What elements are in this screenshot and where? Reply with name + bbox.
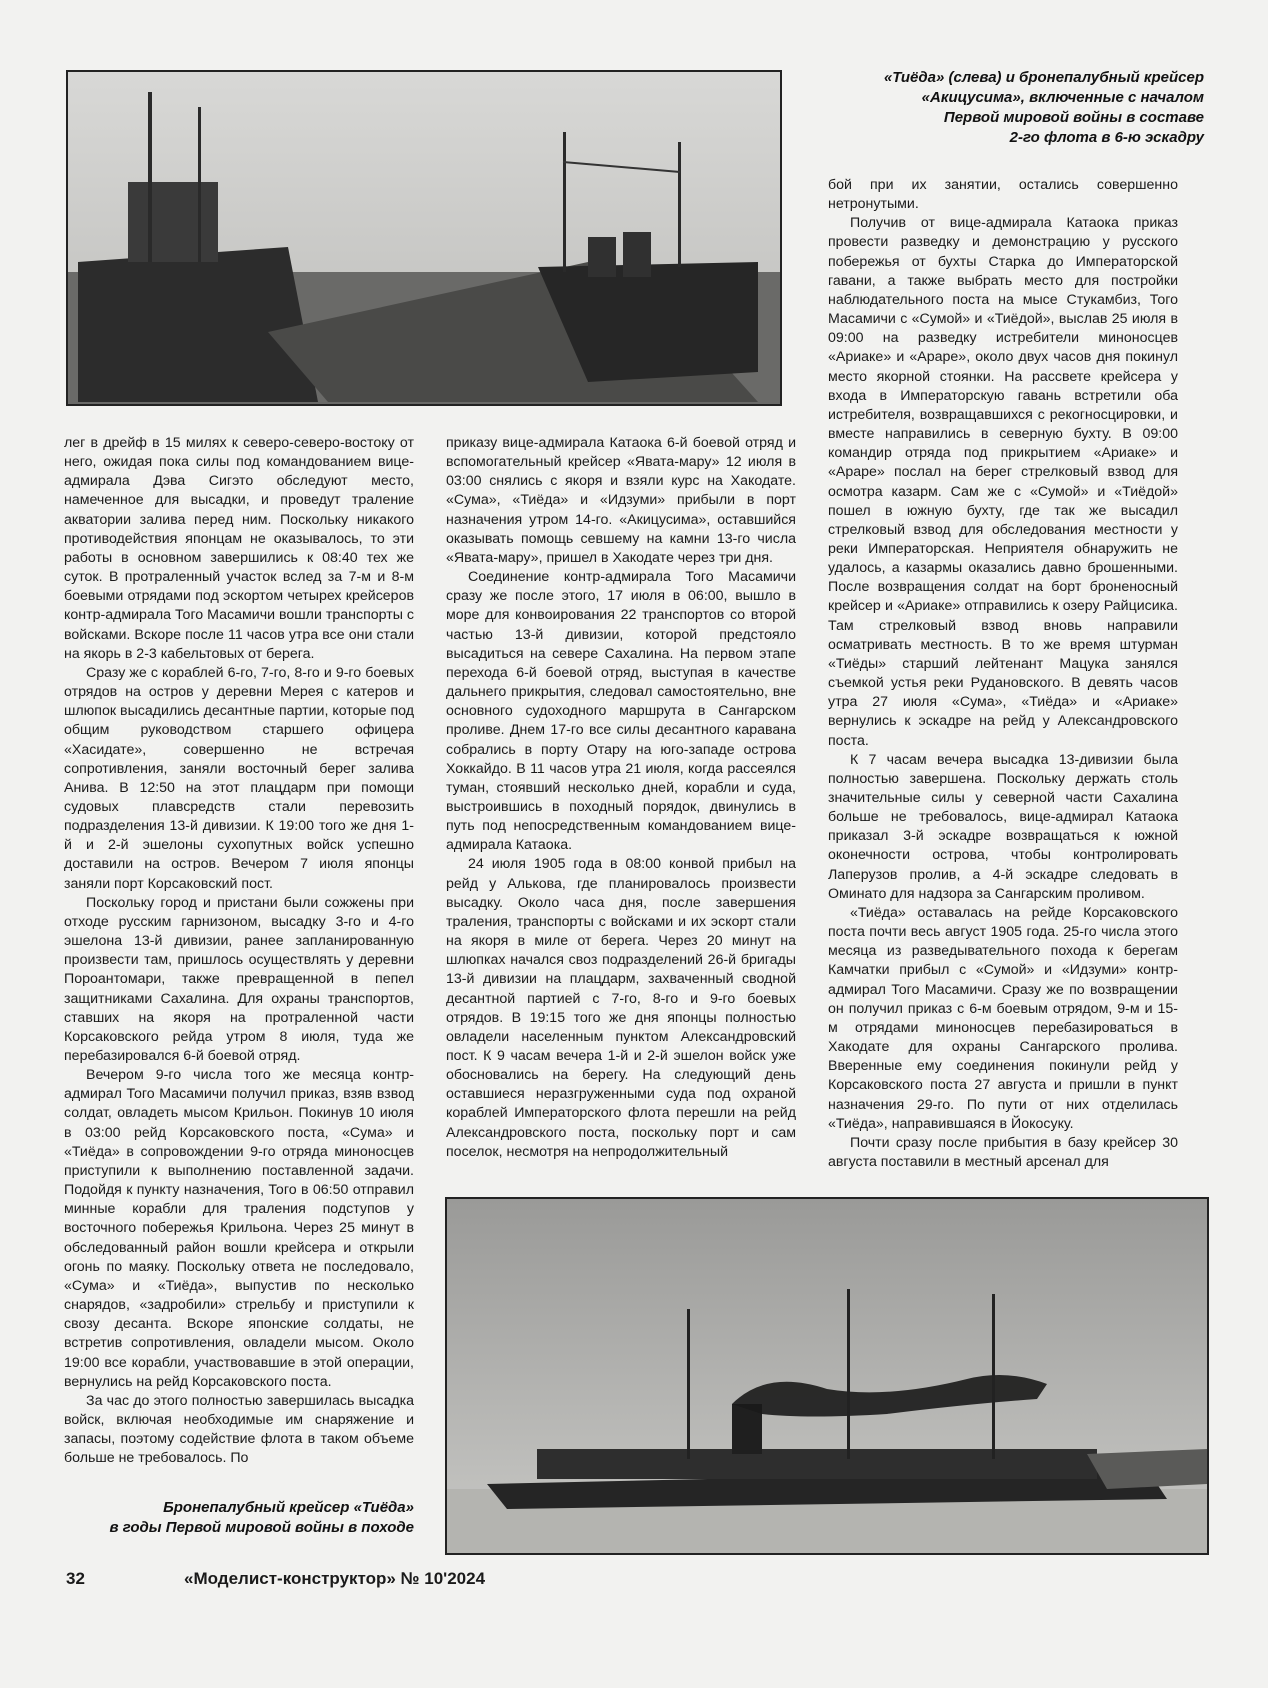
- top-caption: «Тиёда» (слева) и бронепалубный крейсер «Акицусима», включенные с началом Первой мировой войны в составе 2-го флота в 6-ю эскадру: [883, 69, 1204, 146]
- paragraph: бой при их занятии, остались совершенно нетронутыми.: [828, 177, 1178, 213]
- paragraph: За час до этого полностью завершилась высадка войск, включая необходимые им снаряжение и запасы, поэтому содействие флота в таком объеме больше не требовалось. По: [64, 1392, 414, 1467]
- photo-harbor-crowd-ships-icon: [68, 72, 780, 404]
- magazine-title: «Моделист-конструктор» № 10'2024: [184, 1569, 486, 1588]
- page-number: 32: [66, 1569, 85, 1588]
- paragraph: лег в дрейф в 15 милях к северо-северо-востоку от него, ожидая пока силы под командованием вице-адмирала Дэва Сигэто обследуют место, намеченное для высадки, и проведут траление акватории залива перед ним. Поскольку никакого противодействия японцам не оказывалось, то эти работы в основном завершились к 08:40 тех же суток. В протраленный участок вслед за 7-м и 8-м боевыми отрядами под эскортом четырех крейсеров контр-адмирала Того Масамичи вошли транспорты с войсками. Вскоре после 11 часов утра все они стали на якорь в 2-3 кабельтовых от берега.: [64, 435, 414, 662]
- paragraph: К 7 часам вечера высадка 13-дивизии была полностью завершена. Поскольку держать столь значительные силы у северной части Сахалина больше не требовалось, вице-адмирал Катаока приказал 3-й эскадре возвращаться к южной оконечности острова, чтобы контролировать Лаперузов пролив, а 4-й эскадре следовать в Оминато для надзора за Сангарским проливом.: [828, 751, 1178, 902]
- paragraph: Сразу же с кораблей 6-го, 7-го, 8-го и 9-го боевых отрядов на остров у деревни Мерея с катеров и шлюпок высадились десантные партии, которые под общим руководством старшего офицера «Хасидате», совершенно не встречая сопротивления, заняли восточный берег залива Анива. В 12:50 на этот плацдарм при помощи судовых плавсредств стали перевозить подразделения 13-й дивизии. К 19:00 того же дня 1-й и 2-й эшелоны сухопутных войск успешно доставили на остров. Вечером 7 июля японцы заняли порт Корсаковский пост.: [64, 664, 414, 892]
- text-column-1: [64, 434, 414, 1468]
- bottom-caption: Бронепалубный крейсер «Тиёда» в годы Первой мировой войны в походе: [109, 1499, 414, 1536]
- paragraph: Получив от вице-адмирала Катаока приказ провести разведку и демонстрацию у русского побережья от бухты Старка до Императорской гавани, а также выбрать место для постройки наблюдательного поста на мысе Стукамбиз, Того Масамичи с «Сумой» и «Тиёдой», выслав 25 июля в 09:00 на разведку истребители миноносцев «Ариаке» и «Араре», около двух часов дня покинул место якорной стоянки. На рассвете крейсера у входа в Императорскую гавань встретили оба истребителя, возвращавшихся с рекогносцировки, и вместе направились в северную бухту. В 09:00 командир отряда под прикрытием «Ариаке» и «Араре» послал на берег стрелковый взвод для осмотра казарм. Сам же с «Сумой» и «Тиёдой» пошел в южную бухту, где так же высадил стрелковый взвод для обследования местности у реки Императорская. Неприятеля обнаружить не удалось, а казармы оказались давно брошенными. После возвращения солдат на борт броненосный крейсер и «Ариаке» отправились к озеру Райцисика. Там стрелковый взвод вновь направили осматривать местность. В то же время штурман «Тиёды» старший лейтенант Мацука занялся съемкой устья реки Рудановского. В девять часов утра 27 июля «Сума», «Тиёда» и «Ариаке» вернулись к эскадре на рейд у Александровского поста.: [828, 215, 1178, 749]
- bottom-photo: [445, 1197, 1209, 1555]
- paragraph: 24 июля 1905 года в 08:00 конвой прибыл на рейд у Алькова, где планировалось произвести высадку. Около часа дня, после завершения траления, транспорты с войсками и их эскорт стали на якоря в миле от берега. Через 20 минут на шлюпках начался своз подразделений 26-й бригады 13-й дивизии на плацдарм, захваченный сводной десантной партией с 7-го, 8-го и 9-го боевых отрядов. В 19:15 того же дня японцы полностью овладели населенным пунктом Александровский пост. К 9 часам вечера 1-й и 2-й эшелон войск уже обосновались на берегу. На следующий день оставшиеся неразгруженными суда под охраной кораблей Императорского флота перешли на рейд Александровского поста, поскольку порт и сам поселок, несмотря на непродолжительный: [446, 856, 796, 1160]
- paragraph: приказу вице-адмирала Катаока 6-й боевой отряд и вспомогательный крейсер «Явата-мару» 12 июля в 03:00 снялись с якоря и взяли курс на Хакодате. «Сума», «Тиёда» и «Идзуми» прибыли в порт назначения утром 14-го. «Акицусима», оставшийся оказывать помощь севшему на камни 13-го числа «Явата-мару», пришел в Хакодате через три дня.: [446, 435, 796, 566]
- photo-cruiser-at-sea-icon: [447, 1199, 1207, 1553]
- paragraph: Соединение контр-адмирала Того Масамичи сразу же после этого, 17 июля в 06:00, вышло в море для конвоирования 22 транспортов со второй частью 13-й дивизии, которой предстояло высадиться на севере Сахалина. На первом этапе перехода 6-й боевой отряд, выступая в качестве дальнего прикрытия, следовал самостоятельно, вне основного судоходного маршрута в Сангарском проливе. Днем 17-го все силы десантного каравана собрались в порту Отару на юго-западе острова Хоккайдо. В 11 часов утра 21 июля, когда рассеялся туман, стоявший несколько дней, корабли и суда, выстроившись в походный порядок, двинулись в путь под непосредственным командованием вице-адмирала Катаока.: [446, 569, 796, 854]
- paragraph: «Тиёда» оставалась на рейде Корсаковского поста почти весь август 1905 года. 25-го числа этого месяца из разведывательного похода к берегам Камчатки прибыл с «Сумой» и «Идзуми» контр-адмирал Того Масамичи. Сразу же по возвращении он получил приказ с 6-м боевым отрядом, 9-м и 15-м отрядами миноносцев перебазироваться в Хакодате для охраны Сангарского пролива. Вверенные ему соединения покинули рейд у Корсаковского поста 27 августа и пришли в пункт назначения 29-го. По пути от них отделилась «Тиёда», направившаяся в Йокосуку.: [828, 904, 1178, 1132]
- page-footer: [66, 1569, 1202, 1593]
- text-column-2: [446, 434, 796, 1162]
- paragraph: Поскольку город и пристани были сожжены при отходе русским гарнизоном, высадку 3-го и 4-го эшелона 13-й дивизии, ранее запланированную произвести там, пришлось осуществлять у деревни Пороантомари, также превращенной в пепел защитниками Сахалина. Для охраны транспортов, ставших на якоря на протраленной части Корсаковского рейда утром 8 июля, туда же перебазировался 6-й боевой отряд.: [64, 894, 414, 1064]
- text-column-3: [828, 176, 1178, 1172]
- top-photo: [66, 70, 782, 406]
- paragraph: Вечером 9-го числа того же месяца контр-адмирал Того Масамичи получил приказ, взяв взвод солдат, овладеть мысом Крильон. Покинув 10 июля в 03:00 рейд Корсаковского поста, «Сума» и «Тиёда» в сопровождении 9-го отряда миноносцев приступили к выполнению поставленной задачи. Подойдя к пункту назначения, Того в 06:50 отправил минные корабли для траления подступов у восточного побережья Крильона. Через 25 минут в обследованный район вошли крейсера и открыли огонь по маяку. Поскольку ответа не последовало, «Сума» и «Тиёда», выпустив по несколько снарядов, «задробили» стрельбу и приступили к свозу десанта. Вскоре японские солдаты, не встретив сопротивления, овладели мысом. Около 19:00 все корабли, участвовавшие в этой операции, вернулись на рейд Корсаковского поста.: [64, 1067, 414, 1390]
- paragraph: Почти сразу после прибытия в базу крейсер 30 августа поставили в местный арсенал для: [828, 1134, 1178, 1170]
